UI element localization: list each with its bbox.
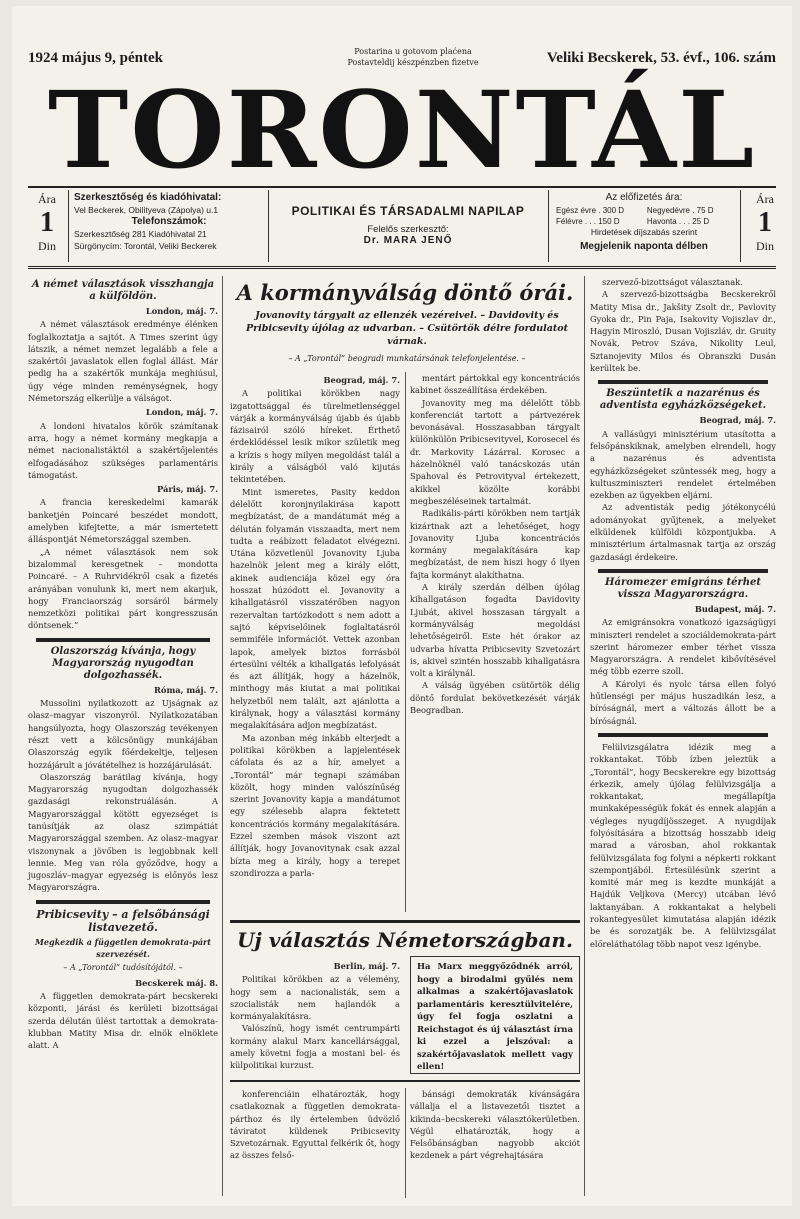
dateline: Róma, máj. 7. [154,684,218,695]
divider [740,190,741,262]
info-bar [28,190,776,264]
column-3 [410,372,580,716]
article-text: Politikai körökben az a vélemény, hogy sem a nacionalisták, sem a szocialisták nem hajlandók a kormányalakításra. [230,974,400,1022]
sub-cell: Negyedévre . 75 D [646,206,714,215]
article-text: Az emigránsokra vonatkozó igazságügyi miniszteri rendelet a szociáldemokrata-párt szerint háromezer ember térhet vissza Magyarországra. A rendelet kibővítésével még több ezerre szoll. [590,617,776,677]
column-rule [405,372,406,912]
column-2-bottom [230,1088,400,1162]
column-1 [28,276,218,1051]
column-4 [590,276,776,950]
daily-note: Megjelenik naponta délben [580,241,708,252]
article-text: A vallásügyi minisztérium utasította a felsőpánskiknak, amelyben elrendeli, hogy a nazarénus és adventista egyházközségeket szüntessék meg, hogy a kultuszminiszteri rendelet értelmében ezekben az ügyekben eljárni. [590,428,776,501]
article-text: A politikai körökben nagy izgatottsággal és türelmetlenséggel várják a kormányválság újabb és újabb fázisairól szóló híreket. Érthető érdeklődéssel lesik mikor születik meg a krízis s hogy milyen megoldást talál a király a válságból való kijutás tekintetében. [230,388,400,485]
separator [598,733,768,737]
article-headline: Pribicsevity – a felsőbánsági listavezető. [36,907,210,934]
editorial-title: Szerkesztőség és kiadóhivatal: [74,192,222,203]
divider [548,190,549,262]
info-rule [28,266,776,269]
article-headline: Olaszország kívánja, hogy Magyarország nyugodtan dolgozhassék. [50,645,196,681]
article-text: Valószínű, hogy ismét centrumpárti kormány alakul Marx kancellársággal, amely követni fogja a mostani bel- és külpolitikai kurzust. [230,1023,400,1071]
postal-note-1: Postarina u gotovom plaćena [354,47,472,56]
editorial-info [74,192,264,252]
price-left [28,192,66,254]
main-headline: A kormányválság döntő órái. [236,280,574,305]
separator [36,900,210,904]
article-headline: Háromezer emigráns térhet vissza Magyarországra. [605,576,761,600]
dateline: Páris, máj. 7. [157,484,218,495]
dateline: Budapest, máj. 7. [694,603,776,614]
subscription-table [554,205,734,227]
article-text: bánsági demokraták kívánságára vállalja el a listavezetői tisztet a kikinda–becskereki választókerületben. Végül elhatározták, hogy a Felsőbánságban nagyobb akciót kezdenek a párt végrehajtására [410,1089,580,1161]
subscription-title: Az előfizetés ára: [605,192,683,203]
issue-date: 1924 május 9, péntek [28,50,164,66]
column-rule [584,276,585,1196]
article-text: mentárt pártokkal egy koncentrációs kabinet összeállítása érdekében. [410,373,580,396]
article-headline: A német választások visszhangja a külföldön. [31,279,215,302]
divider [268,190,269,262]
section-rule [230,920,580,923]
phones-title: Telefonszámok: [131,216,207,227]
price-currency: Din [756,239,774,253]
separator [598,380,768,384]
dateline: Berlin, máj. 7. [333,961,400,971]
masthead-title: TORONTÁL [47,67,757,192]
ads-note: Hirdetések díjszabás szerint [590,227,698,237]
sub-cell: Egész évre . 300 D [556,206,625,215]
article-text: A független demokrata-párt becskereki központi, járási és kerületi bizottságai szerda délután ülést tartottak a demokrata-klubban Matity Misa dr. elnök elnöklete alatt. A [28,990,218,1051]
article-text: A német választások eredménye élénken foglalkoztatja a sajtót. A Times szerint úgy látszik, a német nemzet legalább a fele a szakértői javaslatok ellen foglal állást. Már pedig ha a szakértők munkája meghiúsul, úgy vége minden reménységnek, hogy Németország elkerülje a válságot. [28,319,218,404]
article-text: Jovanovity meg ma délelőtt több konferenciát tartott a pártvezérek bevonásával. Hosszasabban tárgyalt különkülön Pribicsevityvel, Korosecel és dr. Markovity Lázárral. Korosec a házelnöknél való tanácskozás után Spahoval és Petrovityval értekezett, akikkel közölte korábbi megbeszéléseinek tartalmát. [410,397,580,506]
article-text: A londoni hivatalos körök számítanak arra, hogy a német kormány megkapja a német nacionalistáktól a szakértőjelentés elfogadásához szükséges parlamentáris támogatást. [28,420,218,480]
article-credit: – A „Torontál” tudósítójától. – [63,963,183,973]
separator [598,569,768,573]
second-headline: Uj választás Németországban. [237,928,573,952]
article-text: A válság ügyében csütörtök délig döntő fordulat bekövetkezését várják Beogradban. [410,680,580,716]
postal-note [328,46,498,68]
article-text: Olaszország barátilag kívánja, hogy Magyarország nyugodtan dolgozhassék gazdasági rekonstruálásán. A Magyarországgal kötött egyezséget is tanúsítják az olasz szimpátiát Magyarországgal szemben. Az olasz–magyar viszonynak a jövőben is legjobbnak kell lennie. Meg van róla győződve, hogy a jugoszláv–magyar egyezség is előnyös lesz Magyarországra. [28,771,218,893]
masthead-rule [28,186,776,188]
article-text: Mint ismeretes, Pasity keddon délelőtt koronjnyilakirása kapott megbízatást, de a mandátumát még a délután folyamán visszaadta, mert nem tudta a reábízott feladatot elvégezni. Utána közvetlenül Jovanovity Ljuba hazelnök jelent meg a király előtt, akinek audienciája közel egy óra hosszat húzódott el. Jovanovity a kihallgatásról visszatérőben nagyon rezervaltan tartózkodott s nem adott a sajtó képviselőinek foglaltatásról semmiféle információt. Vettek azonban lapok, amelyek biztos forrásból értesülni vélték a kihallgatás lefolyását és azt állítják, hogy a házelnök, minthogy más kiutat a mai politikai helyzetből nem talált, azt ajánlotta a királynak, hogy a választási kormány megalakítására adjon megbízatást. [230,486,400,731]
article-text: Mussolini nyilatkozott az Ujságnak az olasz–magyar viszonyról. Nyilatkozatában hangsúlyozta, hogy Olaszország tevékenyen részt vett a kölcsönügy munkájában Olaszország egyik főérdekeltje, teljesen hozzájárult a jóvátételhez is hozzájárulását. [28,698,218,770]
article-text: Az adventisták pedig jótékonycélú adományokat gyűjtenek, a melyeket elküldenek külföldi központjukba. A minisztérium ártalmasnak tartja az ország gazdasági érdekeire. [590,502,776,562]
dateline: London, máj. 7. [145,306,218,316]
article-text: szervező-bizottságot választanak. [602,277,743,287]
subscription-info [554,192,734,252]
article-text: konferenciáin elhatározták, hogy csatlakoznak a független demokrata-párthoz és ily értelemben üdvözlő táviratot küldenek Pribicsevity Szvetozárnak. Egyuttal felkérik őt, hogy az összes felső- [230,1089,400,1161]
article-text: A Károlyi és nyolc társa ellen folyó hűtlenségi per május huszadikán lesz, a bíróságnál, mert a változás állott be a bíróságnál. [590,678,776,726]
column-3-bottom [410,1088,580,1162]
editor-label: Felelős szerkesztő: [367,224,449,235]
divider [68,190,69,262]
editor-name: Dr. MARA JENŐ [363,235,453,246]
column-2-lower [230,958,400,1072]
price-label: Ára [38,192,56,206]
price-value: 1 [40,207,54,238]
dateline: London, máj. 7. [145,407,218,418]
issue-number: Veliki Becskerek, 53. évf., 106. szám [546,50,776,66]
article-text: Ma azonban még inkább elterjedt a politikai körökben a lapjelentések cáfolata és az a hír, amelyet a „Torontál” már tegnapi számában közölt, hogy minden valószínűség szerint Jovanovity kapja a mandátumot egy szélesebb alapra fektetett koncentrációs kormány megalakítására. Ezzel szemben mások viszont azt állítják, hogy Jovanovitynak csak azzal bízta meg a király, hogy a terepet szondirozza a parla- [230,732,400,878]
newspaper-page [12,6,792,1206]
dateline: Becskerek máj. 8. [135,977,218,988]
article-text: A király szerdán délben újólag kihallgatáson fogadta Davidovity Ljubát, akivel hosszasan tárgyalt a kormányválság megoldási lehetőségeiről. Este hét órakor az udvarba hívatta Pribicsevity Szvetozárt is, akivel szintén hosszabb kihallgatásra volt a királynál. [410,582,580,679]
price-value: 1 [758,207,772,238]
editorial-address: Vel Beckerek, Obilityeva (Zápolya) u.1 [74,205,219,215]
article-headline: Beszüntetik a nazarénus és adventista egyházközségeket. [599,388,767,412]
main-credit: – A „Torontál” beogradi munkatársának telefonjelentése. – [288,354,526,363]
column-2 [230,372,400,879]
column-rule [405,1088,406,1198]
phones: Szerkesztőség 281 Kiadóhivatal 21 [74,229,207,239]
telegraph-address: Sürgönycím: Torontál, Veliki Beckerek [74,241,217,251]
column-rule [222,276,223,1196]
article-text: Felülvizsgálatra idézik meg a rokkantakat. Több ízben jeleztük a „Torontál”, hogy Becskerekre egy bizottság érkezik, amely újólag felülvizsgálja a rokkantakat, megállapítja munkaképességük fokát és ennek alapján a végleges nyugdíjösszeget. A nyugdíjak folyósítására a bizottság hosszabb ideig marad a városban, ahol rokkantak felülvizsgálata fog folyni a népkerti rokkant szempontjából. Értesülésünk szerint a komité már meg is kezdte munkáját a Hajdúk Veljkova (Mercy) utcában lévő laktanyában. A rokkantakat a helybeli rokantegyesület kimutatása alapján idézik be és sorozatják be. A felülvizsgálat előreláthatólag több napot vesz igénybe. [590,741,776,949]
article-text: Radikális-párti körökben nem tartják kizártnak azt a lehetőséget, hogy Jovanovity Ljuba koncentrációs kormány megalakítására kap megbízatást, de nem hiszi hogy ő ilyen fajta kormányt alakíthatna. [410,508,580,580]
article-text: A szervező-bizottságba Becskerekről Matity Misa dr., Jakšity Zsolt dr., Pavlovity Gyoka dr., Pin Paja, Isakovity Vojiszlav dr., Hagyin Miroszló, Dusan Vojiszláv, dr. Gruity Novák, Petrov Száva, Nikolity Leul, Sztanojevity Milos és Obranszki Dusán kerültek be. [590,289,776,374]
center-info [273,204,543,246]
price-currency: Din [38,239,56,253]
sub-cell: Havonta . . . 25 D [646,217,710,226]
price-label: Ára [756,192,774,206]
separator [36,638,210,642]
article-subheadline: Megkezdik a független demokrata-párt szervezését. [35,936,211,960]
boxed-note: Ha Marx meggyőződnék arról, hogy a birodalmi gyűlés nem alkalmas a szakértőjavaslatok parlamentáris keresztülvitelére, úgy fel fogja oszlatni a Reichstagot és új választást írna ki ezzel a jelszóval: a szakértőjavaslatok mellett vagy ellen! [410,956,580,1074]
dateline: Beograd, máj. 7. [323,375,400,385]
article-text: A francia kereskedelmi kamarák banketjén Poincaré beszédet mondott, amelyben kifejtette, a már ismertetett álláspontját Németországgal szemben. [28,497,218,545]
sub-cell: Félévre . . . 150 D [556,217,620,226]
postal-note-2: Postavteldij készpénzben fizetve [347,58,479,67]
tagline: POLITIKAI ÉS TÁRSADALMI NAPILAP [291,204,525,218]
dateline: Beograd, máj. 7. [699,415,776,426]
article-text: „A német választások nem sok bizalommal keresgetnek – mondotta Poincaré. – A Ruhrvidékről csak a fizetés arányában vonulunk ki, mert nem akarjuk, hogy Franciaország sorsáról bármely nemzetközi politikai párt kongresszusán döntsenek.” [28,546,218,631]
main-subheadline: Jovanovity tárgyalt az ellenzék vezéreivel. – Davidovity és Pribicsevity újólag az udvarban. – Csütörtök délre fordulatot várnak. [245,310,569,347]
price-right [746,192,784,254]
section-rule [230,1080,580,1082]
